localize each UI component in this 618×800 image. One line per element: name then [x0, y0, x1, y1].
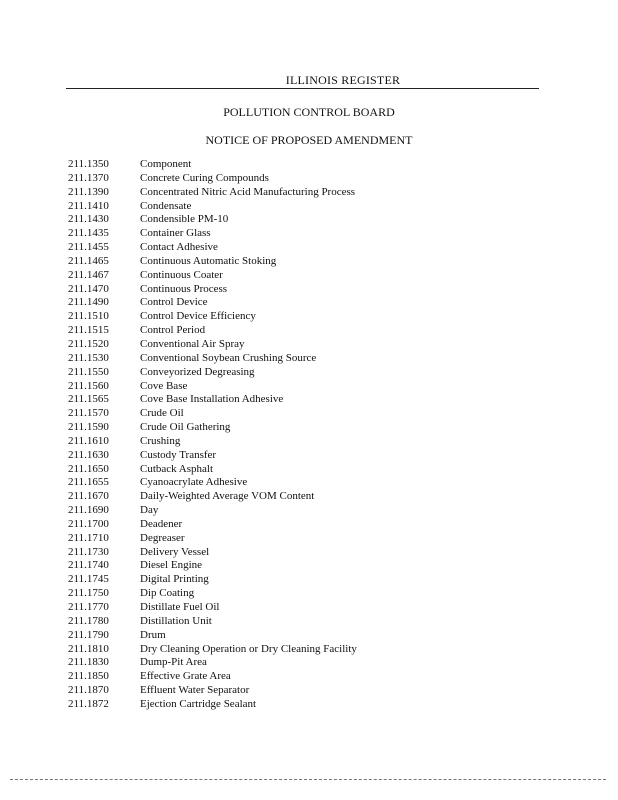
- section-term: Container Glass: [140, 227, 211, 240]
- section-number: 211.1850: [68, 670, 109, 683]
- section-number: 211.1550: [68, 365, 109, 378]
- section-number: 211.1470: [68, 282, 109, 295]
- section-term: Effective Grate Area: [140, 670, 231, 683]
- section-row: [68, 449, 548, 463]
- section-row: [68, 200, 548, 214]
- section-row: [68, 643, 548, 657]
- section-row: [68, 670, 548, 684]
- footer-rule: [10, 779, 606, 780]
- section-number: 211.1730: [68, 545, 109, 558]
- section-number: 211.1510: [68, 310, 109, 323]
- section-number: 211.1350: [68, 158, 109, 170]
- section-term: Cove Base Installation Adhesive: [140, 393, 284, 406]
- section-row: [68, 476, 548, 490]
- section-number: 211.1630: [68, 448, 109, 461]
- section-term: Cutback Asphalt: [140, 462, 214, 475]
- section-row: [68, 656, 548, 670]
- section-row: [68, 435, 548, 449]
- section-term: Crude Oil Gathering: [140, 421, 231, 434]
- register-title: ILLINOIS REGISTER: [285, 73, 401, 87]
- section-list: [68, 158, 548, 712]
- section-term: Control Device: [140, 296, 208, 309]
- section-row: [68, 324, 548, 338]
- section-number: 211.1745: [68, 573, 109, 586]
- section-number: 211.1467: [68, 268, 109, 281]
- section-term: Daily-Weighted Average VOM Content: [140, 490, 315, 503]
- section-row: [68, 366, 548, 380]
- section-row: [68, 186, 548, 200]
- section-row: [68, 698, 548, 712]
- section-number: 211.1700: [68, 517, 109, 530]
- section-term: Control Device Efficiency: [140, 310, 256, 323]
- section-term: Conventional Air Spray: [140, 337, 245, 350]
- section-row: [68, 296, 548, 310]
- section-row: [68, 601, 548, 615]
- section-row: [68, 213, 548, 227]
- section-term: Crushing: [140, 434, 181, 447]
- section-number: 211.1770: [68, 601, 109, 613]
- section-number: 211.1410: [68, 199, 109, 212]
- section-term: Dip Coating: [140, 587, 195, 600]
- section-term: Day: [140, 504, 159, 517]
- section-row: [68, 546, 548, 560]
- section-term: Effluent Water Separator: [140, 684, 250, 697]
- section-row: [68, 504, 548, 518]
- section-number: 211.1655: [68, 476, 109, 489]
- section-term: Continuous Automatic Stoking: [140, 254, 277, 267]
- section-term: Cyanoacrylate Adhesive: [140, 476, 248, 489]
- section-number: 211.1670: [68, 490, 109, 503]
- section-row: [68, 490, 548, 504]
- section-term: Deadener: [140, 517, 183, 530]
- section-term: Component: [140, 158, 192, 170]
- section-row: [68, 227, 548, 241]
- section-number: 211.1690: [68, 504, 109, 517]
- section-number: 211.1570: [68, 407, 109, 420]
- section-row: [68, 629, 548, 643]
- section-row: [68, 255, 548, 269]
- section-row: [68, 393, 548, 407]
- section-number: 211.1790: [68, 628, 109, 641]
- section-term: Distillation Unit: [140, 614, 212, 627]
- section-term: Custody Transfer: [140, 448, 217, 461]
- section-row: [68, 518, 548, 532]
- section-row: [68, 684, 548, 698]
- section-term: Crude Oil: [140, 407, 184, 420]
- section-term: Condensible PM-10: [140, 213, 229, 226]
- notice-title: NOTICE OF PROPOSED AMENDMENT: [205, 133, 413, 147]
- section-number: 211.1490: [68, 296, 109, 309]
- section-term: Ejection Cartridge Sealant: [140, 697, 257, 710]
- section-number: 211.1530: [68, 351, 109, 364]
- section-term: Degreaser: [140, 531, 185, 544]
- section-number: 211.1780: [68, 614, 109, 627]
- section-row: [68, 310, 548, 324]
- section-row: [68, 352, 548, 366]
- section-number: 211.1520: [68, 337, 109, 350]
- section-number: 211.1430: [68, 213, 109, 226]
- section-row: [68, 172, 548, 186]
- section-term: Drum: [140, 628, 166, 641]
- section-number: 211.1390: [68, 185, 109, 198]
- section-row: [68, 283, 548, 297]
- section-row: [68, 380, 548, 394]
- section-row: [68, 241, 548, 255]
- section-row: [68, 573, 548, 587]
- section-term: Contact Adhesive: [140, 241, 218, 254]
- section-term: Concentrated Nitric Acid Manufacturing Process: [140, 185, 356, 198]
- section-row: [68, 338, 548, 352]
- section-term: Delivery Vessel: [140, 545, 210, 558]
- section-row: [68, 421, 548, 435]
- section-term: Conventional Soybean Crushing Source: [140, 351, 317, 364]
- section-number: 211.1565: [68, 393, 109, 406]
- section-number: 211.1590: [68, 421, 109, 434]
- section-term: Dry Cleaning Operation or Dry Cleaning Facility: [140, 642, 357, 655]
- section-row: [68, 587, 548, 601]
- section-term: Distillate Fuel Oil: [140, 601, 220, 613]
- section-number: 211.1872: [68, 697, 109, 710]
- section-number: 211.1830: [68, 656, 109, 669]
- section-number: 211.1370: [68, 171, 109, 184]
- section-term: Conveyorized Degreasing: [140, 365, 255, 378]
- section-term: Condensate: [140, 199, 192, 212]
- section-number: 211.1465: [68, 254, 109, 267]
- section-number: 211.1610: [68, 434, 109, 447]
- header-rule: [66, 88, 539, 89]
- section-number: 211.1750: [68, 587, 109, 600]
- section-term: Diesel Engine: [140, 559, 203, 572]
- section-term: Continuous Process: [140, 282, 228, 295]
- section-row: [68, 532, 548, 546]
- section-number: 211.1515: [68, 324, 109, 337]
- section-term: Cove Base: [140, 379, 188, 392]
- section-number: 211.1740: [68, 559, 109, 572]
- section-number: 211.1560: [68, 379, 109, 392]
- section-row: [68, 615, 548, 629]
- section-term: Control Period: [140, 324, 206, 337]
- section-term: Digital Printing: [140, 573, 209, 586]
- board-title: POLLUTION CONTROL BOARD: [223, 105, 395, 119]
- section-number: 211.1455: [68, 241, 109, 254]
- section-row: [68, 407, 548, 421]
- section-term: Dump-Pit Area: [140, 656, 207, 669]
- section-term: Continuous Coater: [140, 268, 223, 281]
- section-term: Concrete Curing Compounds: [140, 171, 269, 184]
- section-number: 211.1650: [68, 462, 109, 475]
- section-row: [68, 559, 548, 573]
- section-number: 211.1870: [68, 684, 109, 697]
- section-row: [68, 463, 548, 477]
- section-number: 211.1810: [68, 642, 109, 655]
- section-row: [68, 158, 548, 172]
- section-number: 211.1435: [68, 227, 109, 240]
- section-row: [68, 269, 548, 283]
- section-number: 211.1710: [68, 531, 109, 544]
